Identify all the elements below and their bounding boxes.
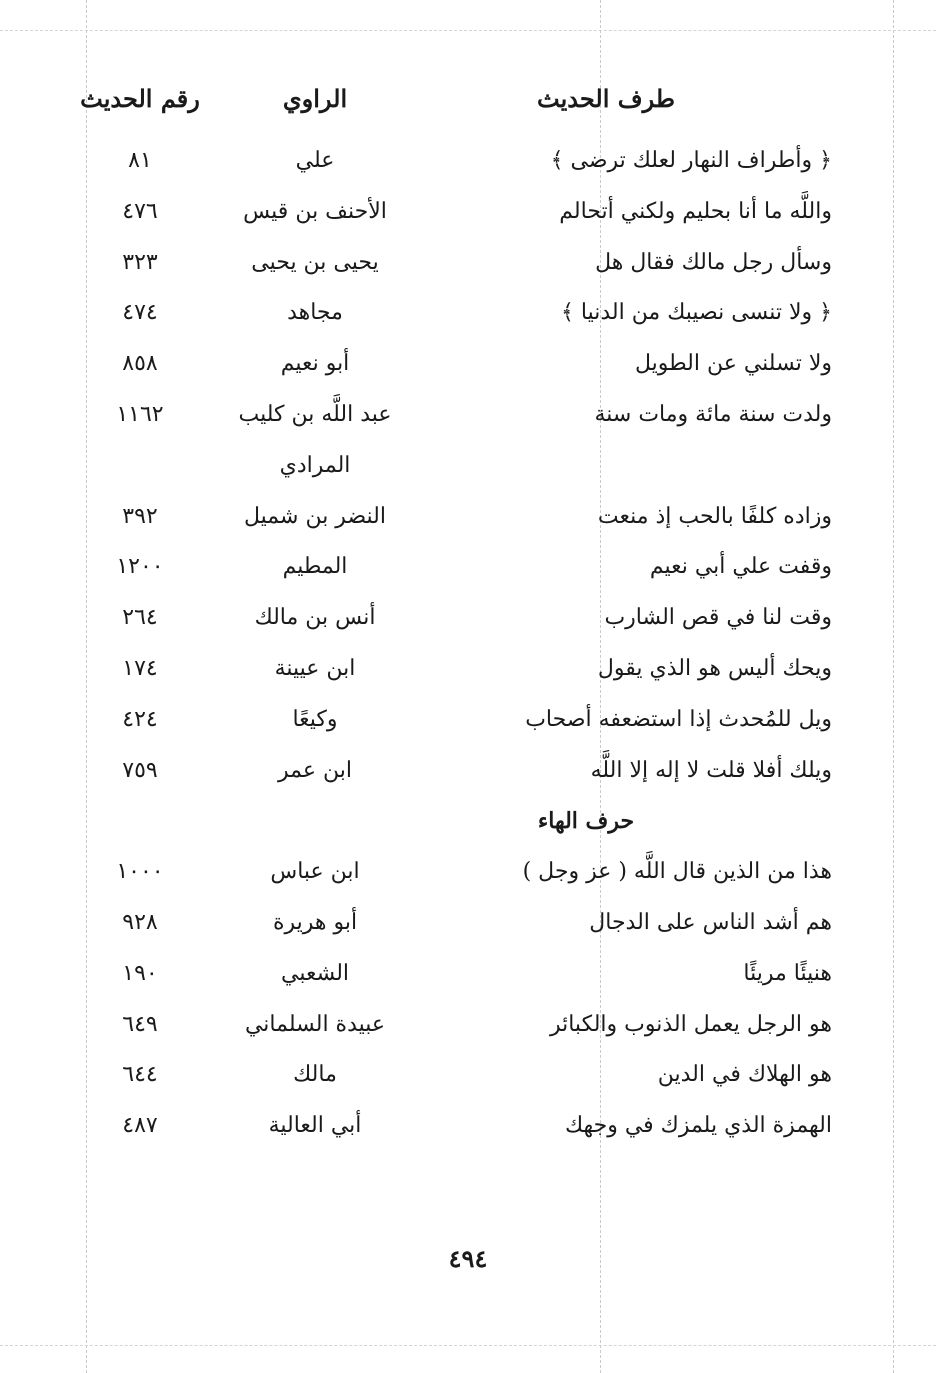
hadith-number: ٧٥٩ (122, 757, 158, 783)
table-row (0, 703, 936, 754)
hadith-number: ٣٩٢ (122, 503, 158, 529)
narrator: أبي العالية (268, 1113, 362, 1139)
hadith-number: ١٢٠٠ (116, 554, 164, 580)
hadith-index-table (0, 144, 936, 1160)
guide-line (0, 1345, 936, 1346)
hadith-number: ٩٢٨ (122, 909, 158, 935)
narrator: الشعبي (280, 960, 350, 986)
hadith-text: ﴿ ولا تنسى نصيبك من الدنيا ﴾ (560, 300, 832, 326)
hadith-text: ولا تسلني عن الطويل (634, 351, 832, 377)
hadith-number: ١١٦٢ (116, 401, 164, 427)
hadith-text: وقفت علي أبي نعيم (649, 554, 832, 580)
narrator: الأحنف بن قيس (243, 198, 387, 224)
hadith-text: ويحك أليس هو الذي يقول (597, 655, 832, 681)
table-row (0, 601, 936, 652)
table-row (0, 246, 936, 297)
narrator: مالك (293, 1062, 337, 1088)
hadith-number: ٢٦٤ (122, 605, 158, 631)
hadith-text: هو الهلاك في الدين (657, 1062, 832, 1088)
narrator: المرادي (279, 452, 351, 478)
narrator: عبيدة السلماني (244, 1011, 386, 1037)
hadith-number: ٤٢٤ (122, 706, 158, 732)
narrator: أبو نعيم (280, 351, 350, 377)
table-row (0, 449, 936, 500)
hadith-text: ﴿ وأطراف النهار لعلك ترضى ﴾ (550, 148, 832, 173)
header-number-column: رقم الحديث (80, 84, 200, 113)
hadith-text: ويلك أفلا قلت لا إله إلا اللَّه (590, 757, 832, 783)
table-row (0, 550, 936, 601)
hadith-text: وسأل رجل مالك فقال هل (595, 249, 832, 275)
hadith-number: ٨١ (128, 148, 152, 173)
hadith-text: وزاده كلفًا بالحب إذ منعت (597, 503, 832, 529)
table-row (0, 652, 936, 703)
table-header (0, 84, 936, 124)
hadith-number: ٤٧٦ (122, 198, 158, 224)
hadith-text: هنيئًا مريئًا (743, 960, 832, 986)
narrator: ابن عمر (278, 757, 352, 783)
narrator: عبد اللَّه بن كليب (238, 401, 392, 427)
hadith-number: ٦٤٤ (122, 1062, 158, 1088)
narrator: أنس بن مالك (254, 605, 376, 631)
table-row (0, 144, 936, 195)
hadith-text: واللَّه ما أنا بحليم ولكني أتحالم (559, 198, 832, 224)
hadith-number: ٤٧٤ (122, 300, 158, 326)
table-row (0, 500, 936, 551)
narrator: علي (295, 148, 335, 173)
narrator: يحيى بن يحيى (251, 249, 379, 275)
hadith-text: هم أشد الناس على الدجال (589, 909, 832, 935)
narrator: مجاهد (287, 300, 343, 326)
hadith-number: ١٠٠٠ (116, 859, 164, 885)
hadith-text: ويل للمُحدث إذا استضعفه أصحاب (525, 706, 832, 732)
section-heading-row (0, 804, 936, 855)
table-row (0, 347, 936, 398)
table-row (0, 1058, 936, 1109)
table-row (0, 1109, 936, 1160)
section-heading: حرف الهاء (537, 808, 635, 835)
hadith-text: هو الرجل يعمل الذنوب والكبائر (549, 1011, 832, 1037)
header-narrator-column: الراوي (282, 84, 348, 113)
table-row (0, 195, 936, 246)
narrator: ابن عيينة (274, 655, 356, 681)
narrator: وكيعًا (292, 706, 338, 732)
hadith-text: وقت لنا في قص الشارب (604, 605, 832, 631)
hadith-number: ٤٨٧ (122, 1113, 158, 1139)
table-row (0, 855, 936, 906)
narrator: ابن عباس (270, 859, 360, 885)
narrator: أبو هريرة (272, 909, 358, 935)
hadith-number: ١٧٤ (122, 655, 158, 681)
table-row (0, 906, 936, 957)
hadith-number: ٨٥٨ (122, 351, 158, 377)
narrator: المطيم (282, 554, 348, 580)
guide-line (0, 30, 936, 31)
narrator: النضر بن شميل (244, 503, 386, 529)
hadith-number: ٦٤٩ (122, 1011, 158, 1037)
hadith-text: هذا من الذين قال اللَّه ( عز وجل ) (522, 859, 832, 885)
hadith-number: ١٩٠ (122, 960, 158, 986)
header-text-column: طرف الحديث (537, 84, 675, 113)
table-row (0, 957, 936, 1008)
hadith-text: الهمزة الذي يلمزك في وجهك (564, 1113, 832, 1139)
hadith-text: ولدت سنة مائة ومات سنة (594, 401, 832, 427)
table-row (0, 398, 936, 449)
page-number: ٤٩٤ (448, 1244, 488, 1273)
table-row (0, 296, 936, 347)
table-row (0, 754, 936, 805)
hadith-number: ٣٢٣ (122, 249, 158, 275)
table-row (0, 1008, 936, 1059)
